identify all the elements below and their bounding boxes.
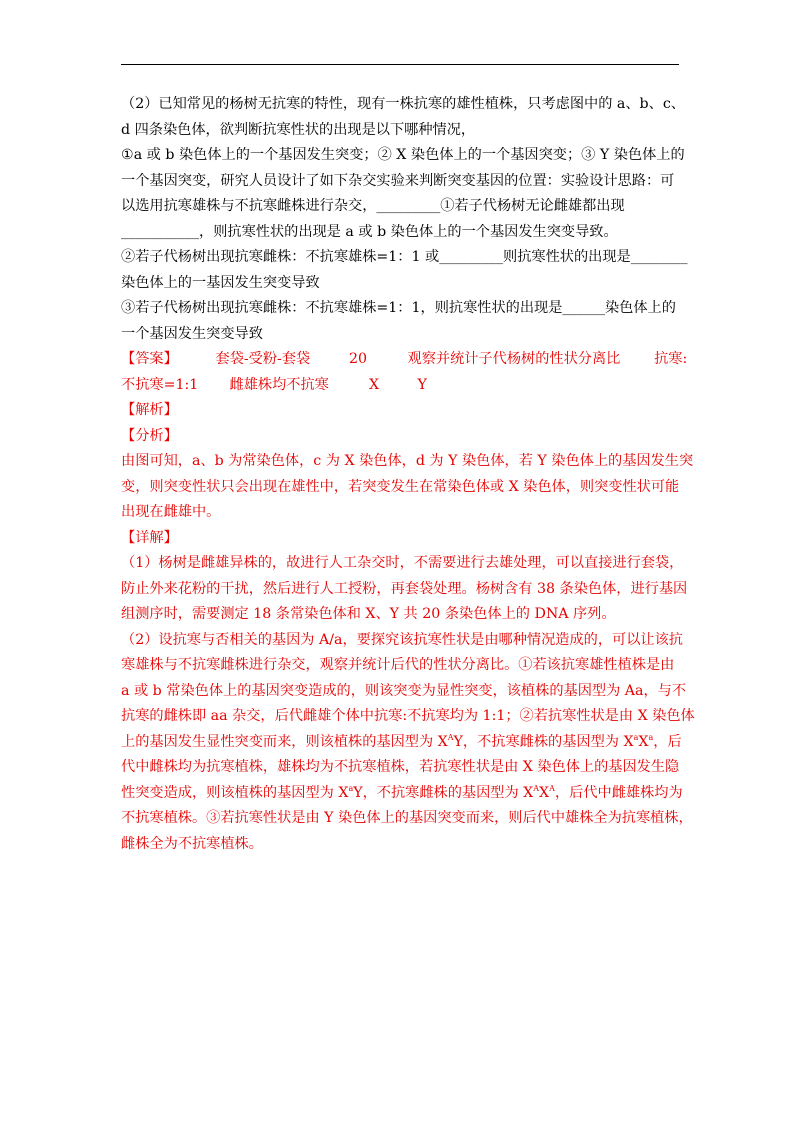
question-line: 一个基因发生突变导致 [121,325,263,342]
answer-item: 套袋-受粉-套袋 [215,351,311,367]
answer-line-1 [121,347,688,373]
question-line: d 四条染色体，欲判断抗寒性状的出现是以下哪种情况， [121,121,476,138]
text-span: Y，不抗寒雌株的基因型为 X [453,733,634,750]
fenxi-tag: 【分析】 [121,427,178,444]
detail-p2-line: 代中雌株均为抗寒植株，雄株均为不抗寒植株，若抗寒性状是由 X 染色体上的基因发生隐 [121,759,680,775]
detail-p1-line: （1）杨树是雌雄异株的，故进行人工杂交时，不需要进行去雄处理，可以直接进行套袋， [121,555,684,571]
detail-p2-line: 雌株全为不抗寒植株。 [121,835,263,852]
document-body [121,92,695,857]
text-span: ，后代中雌雄株均为 [554,784,683,801]
detail-p2-line: （2）设抗寒与否相关的基因为 A/a，要探究该抗寒性状是由哪种情况造成的，可以让该抗 [121,631,683,648]
question-line: ②若子代杨树出现抗寒雌株：不抗寒雄株=1：1 或_________则抗寒性状的出现是________ [121,249,688,265]
detail-p1-line: 组测序时，需要测定 18 条常染色体和 X、Y 共 20 条染色体上的 DNA 序列。 [121,606,616,622]
answer-line-2 [121,373,681,399]
detail-p2-line: a 或 b 常染色体上的基因突变造成的，则该突变为显性突变，该植株的基因型为 Aa，与不 [121,682,687,699]
text-span: Y，不抗寒雌株的基因型为 X [353,784,534,801]
question-block [121,92,688,347]
fenxi-line: 变，则突变性状只会出现在雄性中，若突变发生在常染色体或 X 染色体，则突变性状可能 [121,478,680,495]
answer-item: 20 [349,351,368,367]
detail-p2-line [121,730,681,756]
question-line: 染色体上的一基因发生突变导致 [121,274,320,291]
text-span: X [539,784,550,801]
answer-item: 观察并统计子代杨树的性状分离比 [407,351,621,367]
superscript: A [447,732,454,742]
question-line: ___________，则抗寒性状的出现是 a 或 b 染色体上的一个基因发生突变导致。 [121,223,618,240]
superscript: A [549,783,555,793]
answer-item: Y [417,376,427,393]
detail-p2-line: 抗寒的雌株即 aa 杂交，后代雌雄个体中抗寒:不抗寒均为 1:1；②若抗寒性状是由 X 染色体 [121,708,695,724]
detail-p2-line: 不抗寒植株。③若抗寒性状是由 Y 染色体上的基因突变而来，则后代中雄株全为抗寒植株， [121,810,693,826]
text-span: 上的基因发生显性突变而来，则该植株的基因型为 X [121,733,448,750]
question-line: 一个基因突变，研究人员设计了如下杂交实验来判断突变基因的位置：实验设计思路：可 [121,172,675,189]
question-line: ①a 或 b 染色体上的一个基因发生突变；② X 染色体上的一个基因突变；③ Y 染色体上的 [121,147,685,163]
answer-item: 雌雄株均不抗寒 [229,376,329,393]
superscript: a [648,732,654,742]
text-span: 性突变造成，则该植株的基因型为 X [121,784,349,801]
header-rule [121,64,679,65]
superscript: A [533,783,540,793]
text-span: ，后 [653,733,682,750]
detail-p1-line: 防止外来花粉的干扰，然后进行人工授粉，再套袋处理。杨树含有 38 条染色体，进行基因 [121,580,688,597]
superscript: a [348,783,354,793]
detail-p2-line [121,781,681,807]
detail-tag: 【详解】 [121,529,178,546]
answer-tag: 【答案】 [121,351,178,367]
question-line: ③若子代杨树出现抗寒雌株：不抗寒雄株=1：1，则抗寒性状的出现是______染色体上的 [121,300,676,316]
question-line: 以选用抗寒雄株与不抗寒雌株进行杂交，_________①若子代杨树无论雌雄都出现 [121,198,625,214]
detail-p2-line: 寒雄株与不抗寒雌株进行杂交，观察并统计后代的性状分离比。①若该抗寒雄性植株是由 [121,657,675,673]
analysis-tag: 【解析】 [121,402,178,418]
superscript: a [633,732,639,742]
answer-item: X [369,376,380,393]
text-span: X [638,733,649,750]
question-line: （2）已知常见的杨树无抗寒的特性，现有一株抗寒的雄性植株，只考虑图中的 a、b、c、 [121,96,685,112]
answer-item: 抗寒: [654,351,688,367]
fenxi-line: 由图可知，a、b 为常染色体，c 为 X 染色体，d 为 Y 染色体，若 Y 染色体上的基因发生突 [121,453,694,469]
answer-item: 不抗寒=1:1 [121,376,199,393]
fenxi-line: 出现在雌雄中。 [121,504,221,520]
